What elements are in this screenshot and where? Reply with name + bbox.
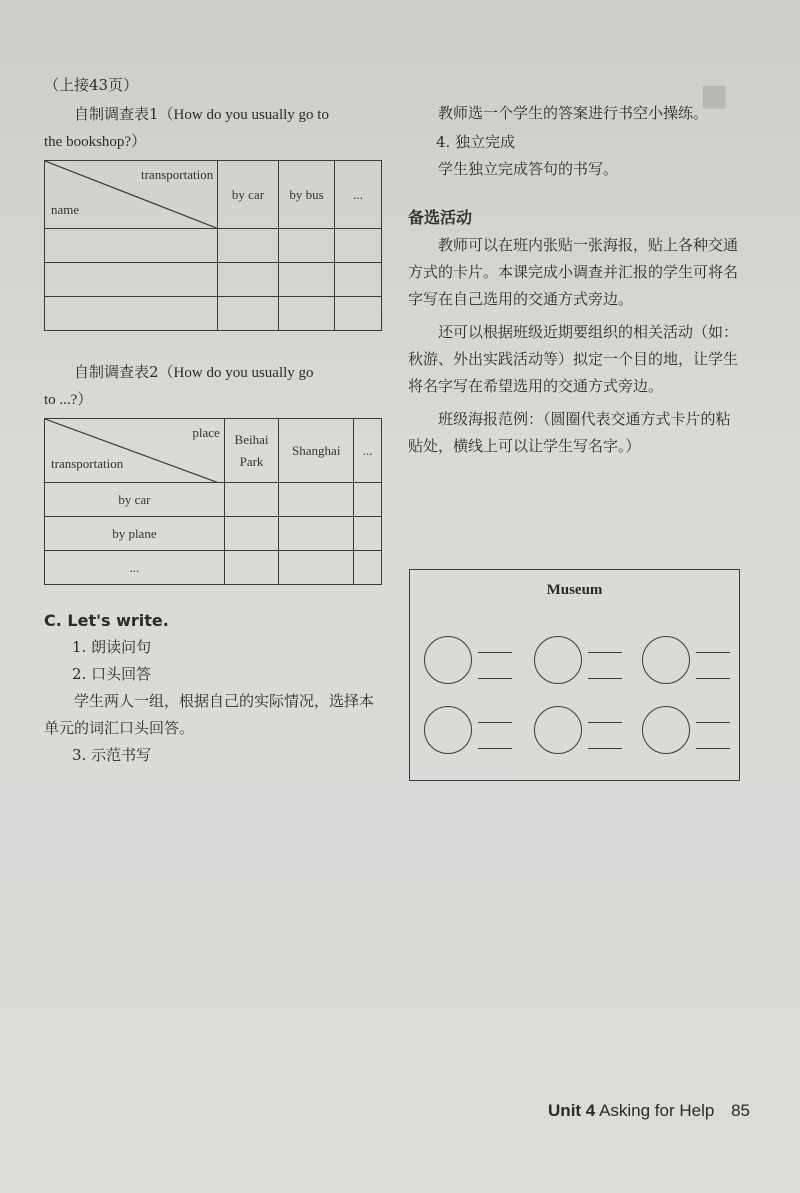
name-line	[478, 652, 512, 653]
table2-corner-cell	[45, 419, 225, 483]
table1-col-header: by bus	[278, 161, 335, 229]
right-column	[408, 100, 744, 460]
c-item-2: 2. 口头回答	[72, 665, 152, 683]
name-line	[588, 678, 622, 679]
card-circle	[642, 636, 690, 684]
c-paragraph: 学生两人一组，根据自己的实际情况，选择本单元的词汇口头回答。	[44, 692, 375, 737]
table-row	[45, 483, 382, 517]
name-line	[696, 748, 730, 749]
name-line	[696, 678, 730, 679]
bleed-through-text: ■	[700, 78, 729, 113]
table2-corner-bottom: transportation	[51, 456, 124, 471]
table2-row-header: ...	[45, 551, 225, 585]
name-line	[478, 678, 512, 679]
right-item-4-desc: 学生独立完成答句的书写。	[438, 160, 619, 178]
table-row	[45, 229, 382, 263]
table2-row-header: by car	[45, 483, 225, 517]
name-line	[478, 748, 512, 749]
alt-para-2: 还可以根据班级近期要组织的相关活动（如：秋游、外出实践活动等）拟定一个目的地，让学生将名字写在希望选用的交通方式旁边。	[408, 323, 739, 395]
card-circle	[642, 706, 690, 754]
table2-col-header: Beihai Park	[224, 419, 278, 483]
table1-col-header: by car	[218, 161, 279, 229]
c-item-1: 1. 朗读问句	[72, 638, 152, 656]
name-line	[588, 722, 622, 723]
name-line	[478, 722, 512, 723]
right-para-1: 教师选一个学生的答案进行书空小操练。	[438, 104, 709, 122]
footer-unit: Unit 4	[548, 1101, 596, 1120]
table2-intro: 自制调查表2（How do you usually go	[74, 363, 314, 381]
card-circle	[534, 636, 582, 684]
alt-para-3: 班级海报范例：（圆圈代表交通方式卡片的粘贴处，横线上可以让学生写名字。）	[408, 410, 731, 455]
table1-corner-cell	[45, 161, 218, 229]
card-circle	[424, 636, 472, 684]
class-poster-example	[409, 569, 740, 781]
survey-table-1	[44, 160, 382, 331]
table2-row-header: by plane	[45, 517, 225, 551]
card-circle	[534, 706, 582, 754]
table1-corner-top: transportation	[140, 167, 214, 182]
page-footer	[548, 1101, 750, 1121]
table-row	[45, 517, 382, 551]
continued-note: （上接43页）	[44, 76, 139, 94]
table-row	[45, 263, 382, 297]
table1-intro: 自制调查表1（How do you usually go to	[74, 105, 329, 123]
section-c-heading: C. Let's write.	[44, 611, 169, 630]
left-column	[44, 72, 384, 769]
page-number: 85	[731, 1101, 750, 1120]
table2-corner-top: place	[192, 425, 220, 440]
name-line	[696, 652, 730, 653]
table1-corner-bottom: name	[51, 202, 80, 217]
table-row	[45, 297, 382, 331]
card-circle	[424, 706, 472, 754]
table1-intro-cont: the bookshop?）	[44, 134, 147, 150]
table-row	[45, 551, 382, 585]
poster-title: Museum	[546, 582, 603, 598]
table2-col-header: ...	[354, 419, 382, 483]
name-line	[696, 722, 730, 723]
survey-table-2	[44, 418, 382, 585]
alt-para-1: 教师可以在班内张贴一张海报，贴上各种交通方式的卡片。本课完成小调查并汇报的学生可将名字写在自己选用的交通方式旁边。	[408, 236, 739, 308]
right-item-4: 4. 独立完成	[436, 133, 516, 151]
table2-intro-cont: to ...?）	[44, 392, 93, 408]
alt-activity-heading: 备选活动	[408, 208, 473, 227]
footer-title: Asking for Help	[599, 1101, 715, 1120]
table1-col-header: ...	[335, 161, 382, 229]
name-line	[588, 652, 622, 653]
table2-col-header: Shanghai	[279, 419, 354, 483]
c-item-3: 3. 示范书写	[72, 746, 152, 764]
name-line	[588, 748, 622, 749]
